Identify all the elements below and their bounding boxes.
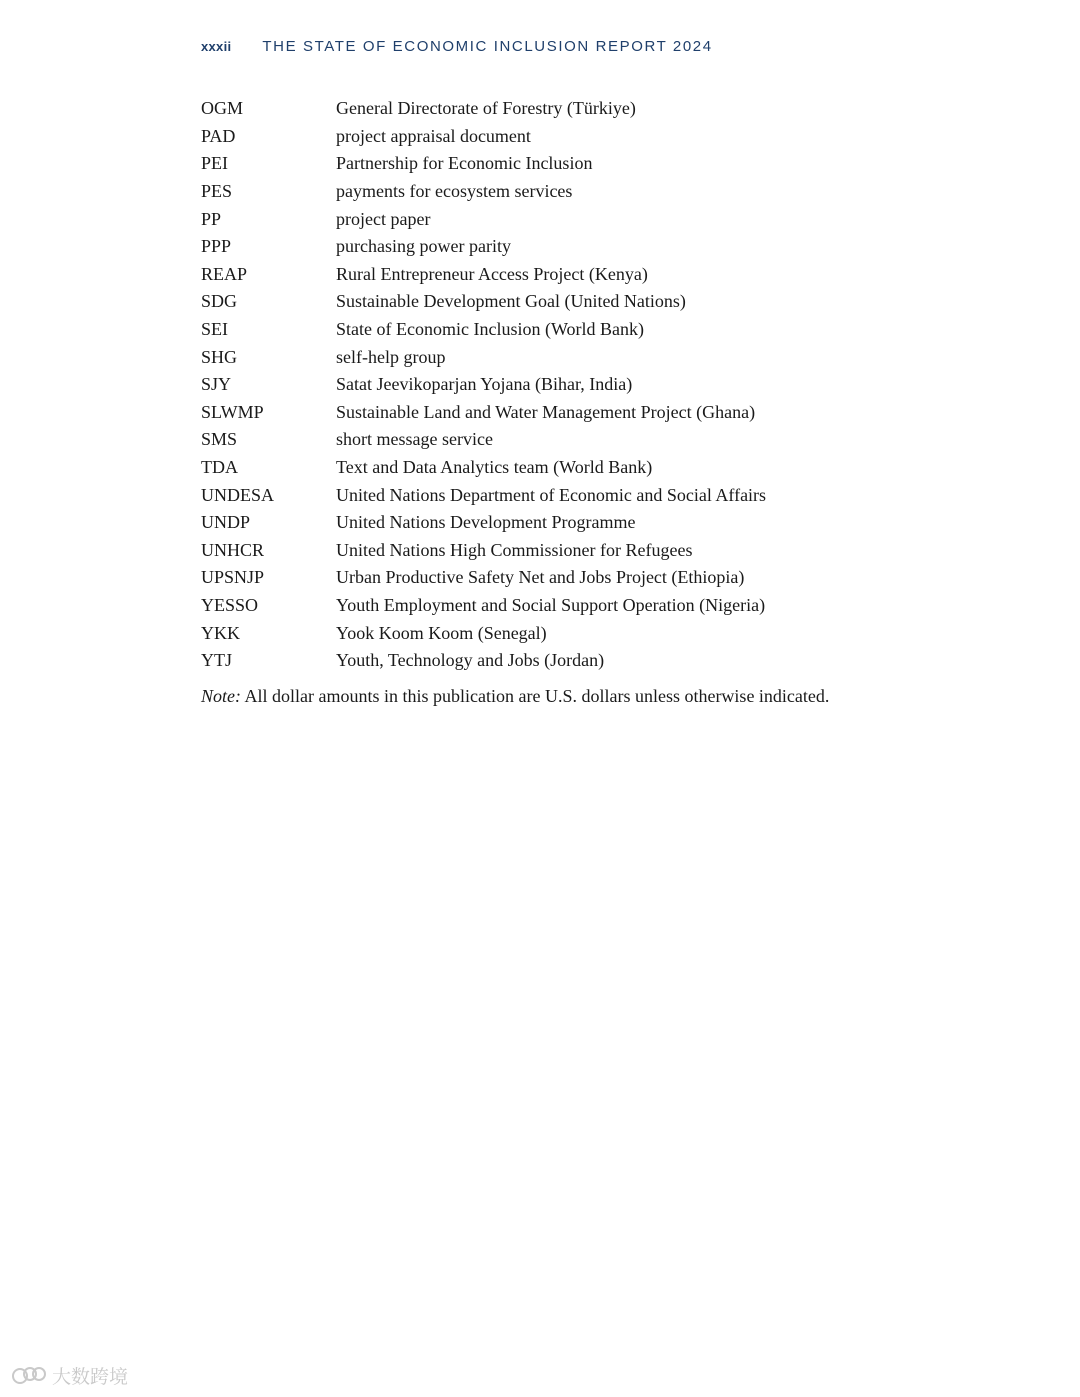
watermark-text: 大数跨境 (52, 1366, 129, 1388)
list-item (201, 95, 881, 123)
abbreviation-definition: project paper (336, 208, 431, 229)
abbreviation-term: SJY (201, 374, 232, 395)
abbreviation-definition: United Nations Development Programme (336, 512, 636, 533)
abbreviation-term: YTJ (201, 650, 232, 671)
abbreviation-definition: United Nations Department of Economic and Social Affairs (336, 484, 767, 505)
list-item (201, 619, 881, 647)
abbreviation-term: PEI (201, 153, 228, 174)
list-item (201, 647, 881, 675)
list-item (201, 426, 881, 454)
abbreviation-definition: Youth Employment and Social Support Operation (Nigeria) (336, 594, 766, 615)
abbreviation-term: SLWMP (201, 401, 264, 422)
list-item (201, 233, 881, 261)
abbreviation-definition: Text and Data Analytics team (World Bank) (336, 457, 653, 478)
list-item (201, 564, 881, 592)
note (201, 686, 829, 707)
abbreviation-definition: Partnership for Economic Inclusion (336, 153, 593, 174)
abbreviation-definition: Urban Productive Safety Net and Jobs Project (Ethiopia) (336, 567, 745, 588)
abbreviations-list (201, 95, 881, 674)
list-item (201, 205, 881, 233)
list-item (201, 509, 881, 537)
note-label: Note: (201, 686, 241, 706)
list-item (201, 261, 881, 289)
abbreviation-term: UNHCR (201, 539, 265, 560)
abbreviation-definition: State of Economic Inclusion (World Bank) (336, 319, 644, 340)
abbreviation-definition: Rural Entrepreneur Access Project (Kenya) (336, 263, 648, 284)
abbreviation-term: YKK (201, 622, 240, 643)
abbreviation-definition: self-help group (336, 346, 446, 367)
report-title: THE STATE OF ECONOMIC INCLUSION REPORT 2024 (262, 37, 713, 55)
running-head (201, 36, 713, 56)
abbreviation-term: TDA (201, 457, 238, 478)
abbreviation-term: UNDP (201, 512, 251, 533)
abbreviation-term: OGM (201, 98, 244, 119)
list-item (201, 178, 881, 206)
abbreviation-definition: Sustainable Development Goal (United Nations) (336, 291, 686, 312)
list-item (201, 537, 881, 565)
abbreviation-definition: General Directorate of Forestry (Türkiye) (336, 98, 636, 119)
abbreviation-term: SHG (201, 346, 238, 367)
watermark-logo-icon (10, 1364, 48, 1388)
abbreviation-definition: payments for ecosystem services (336, 181, 573, 202)
list-item (201, 316, 881, 344)
abbreviation-term: SEI (201, 319, 228, 340)
abbreviation-term: SDG (201, 291, 238, 312)
abbreviation-definition: short message service (336, 429, 493, 450)
abbreviation-term: UNDESA (201, 484, 275, 505)
list-item (201, 592, 881, 620)
note-text: All dollar amounts in this publication are U.S. dollars unless otherwise indicated. (241, 686, 830, 706)
list-item (201, 343, 881, 371)
list-item (201, 481, 881, 509)
abbreviation-term: YESSO (201, 594, 259, 615)
list-item (201, 399, 881, 427)
abbreviation-definition: project appraisal document (336, 125, 531, 146)
abbreviation-definition: Satat Jeevikoparjan Yojana (Bihar, India) (336, 374, 633, 395)
abbreviation-term: PES (201, 181, 233, 202)
abbreviation-definition: Yook Koom Koom (Senegal) (336, 622, 547, 643)
abbreviation-term: PAD (201, 125, 236, 146)
list-item (201, 150, 881, 178)
list-item (201, 371, 881, 399)
list-item (201, 288, 881, 316)
list-item (201, 454, 881, 482)
abbreviation-term: PP (201, 208, 222, 229)
abbreviation-term: SMS (201, 429, 238, 450)
page-number: xxxii (201, 38, 232, 54)
watermark (10, 1362, 128, 1389)
abbreviation-definition: Youth, Technology and Jobs (Jordan) (336, 650, 605, 671)
abbreviation-term: REAP (201, 263, 248, 284)
abbreviation-term: UPSNJP (201, 567, 265, 588)
abbreviation-term: PPP (201, 236, 232, 257)
list-item (201, 123, 881, 151)
abbreviation-definition: purchasing power parity (336, 236, 511, 257)
abbreviation-definition: United Nations High Commissioner for Refugees (336, 539, 693, 560)
abbreviation-definition: Sustainable Land and Water Management Project (Ghana) (336, 401, 756, 422)
